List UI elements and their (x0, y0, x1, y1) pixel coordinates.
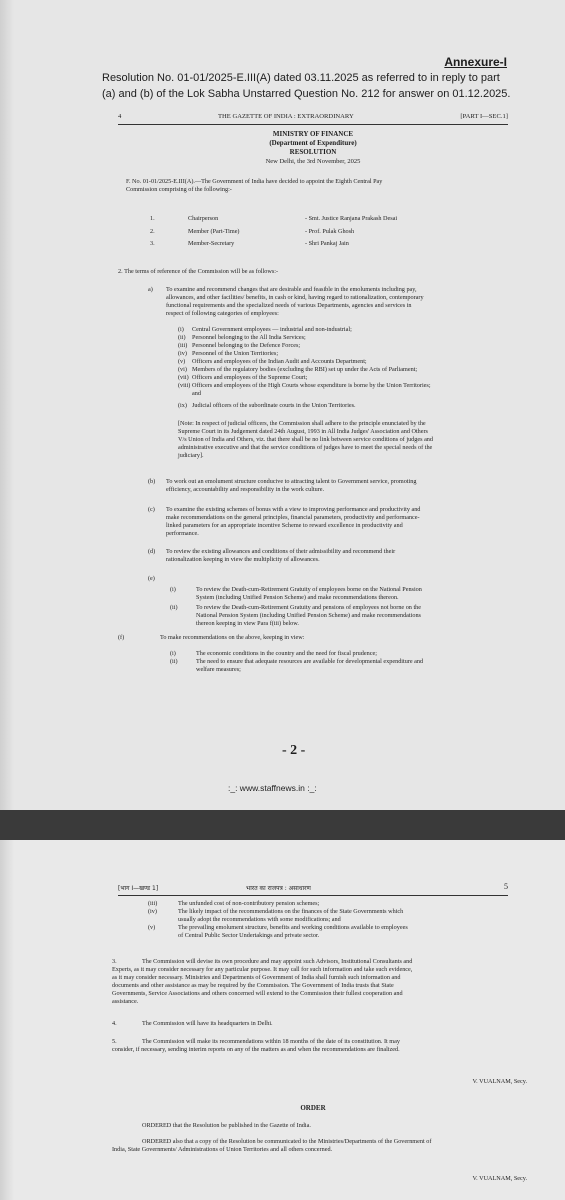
text-line: functional requirements and the specialized needs of various Departments, agencies and services in (166, 302, 412, 309)
categories-list (178, 326, 518, 410)
text-line: respect of following categories of employees: (166, 310, 279, 317)
text-line: Experts, as it may consider necessary for any particular purpose. It may call for such information and take such evidence, (112, 966, 413, 973)
item-label: (b) (148, 478, 156, 485)
text-line: Supreme Court in its Judgement dated 24th August, 1993 in All India Judges' Association and Others (178, 428, 428, 435)
list-text (196, 586, 422, 602)
item-label: (f) (118, 634, 125, 641)
list-number: (viii) (178, 382, 191, 389)
list-number: (ix) (178, 402, 187, 409)
list-item (178, 374, 518, 382)
gazette-part: [PART I—SEC.1] (460, 113, 508, 120)
list-item (178, 358, 518, 366)
text-line: The likely impact of the recommendations on the finances of the State Governments which (178, 908, 404, 915)
list-item (148, 924, 518, 940)
terms-intro: 2. The terms of reference of the Commission will be as follows:- (118, 268, 279, 275)
text-line: as it may consider necessary. Ministries and Departments of Government of India shall furnish such information and (112, 974, 401, 981)
text-line: documents and other assistance as may be required by the Commission. The Government of India trusts that State (112, 982, 394, 989)
list-text (196, 604, 421, 628)
item-b-text (166, 478, 516, 494)
text-line: make recommendations on the general principles, financial parameters, productivity and performance- (166, 514, 420, 521)
document-page-2 (0, 840, 565, 1200)
member-number: 1. (150, 215, 155, 222)
list-number: (iv) (178, 350, 187, 357)
list-number: (i) (178, 326, 184, 333)
item-e-list (170, 586, 516, 628)
list-item (178, 382, 518, 390)
list-text: Members of the regulatory bodies (excluding the RBI) set up under the Acts of Parliament; (192, 366, 418, 373)
list-number: (ii) (178, 334, 186, 341)
item-label: (c) (148, 506, 155, 513)
text-line: V/s Union of India and Others, viz. that there shall be no link between service conditions of judges and (178, 436, 433, 443)
text-line: To review the Death-cum-Retirement Gratuity of employees borne on the National Pension (196, 586, 422, 593)
list-text: and (192, 390, 201, 397)
intro-paragraph (126, 178, 516, 194)
list-item (148, 900, 518, 908)
list-text: The unfunded cost of non-contributory pension schemes; (178, 900, 320, 907)
paragraph-5 (112, 1038, 526, 1054)
list-number: (i) (170, 650, 176, 657)
judicial-note (178, 420, 514, 460)
list-item (170, 650, 516, 658)
gazette-page-number: 4 (118, 113, 122, 120)
text-line: To examine and recommend changes that are desirable and feasible in the emoluments including pay, (166, 286, 417, 293)
text-line: [Note: In respect of judicial officers, the Commission shall adhere to the principle enunciated by the (178, 420, 426, 427)
text-line: thereon keeping in view Para f(iii) below. (196, 620, 299, 627)
text-line: of Central Public Sector Undertakings and private sector. (178, 932, 320, 939)
list-number: (iv) (148, 908, 157, 915)
text-line: The prevailing emolument structure, benefits and working conditions available to employees (178, 924, 408, 931)
order-1: ORDERED that the Resolution be published in the Gazette of India. (142, 1122, 311, 1129)
list-text (196, 658, 423, 674)
paragraph-number: 5. (112, 1038, 117, 1045)
paragraph-4: The Commission will have its headquarters in Delhi. (142, 1020, 273, 1027)
text-line: judiciary]. (178, 452, 204, 459)
text-line: To examine the existing schemes of bonus with a view to improving performance and productivity and (166, 506, 421, 513)
annexure-label: Annexure-I (444, 55, 507, 69)
list-number: (ii) (170, 658, 178, 665)
list-number: (v) (178, 358, 186, 365)
text-line: performance. (166, 530, 199, 537)
text-line: The need to ensure that adequate resources are available for developmental expenditure and (196, 658, 424, 665)
paragraph-number: 3. (112, 958, 117, 965)
intro-line: Commission comprising of the following:- (126, 186, 232, 193)
member-role: Member (Part-Time) (188, 228, 240, 235)
signatory: V. VUALNAM, Secy. (472, 1175, 527, 1182)
signatory: V. VUALNAM, Secy. (472, 1078, 527, 1085)
list-item (178, 342, 518, 350)
text-line: consider, if necessary, sending interim reports on any of the matters as and when the recommendations are finalized. (112, 1046, 400, 1053)
gazette-header-hindi (118, 884, 508, 896)
list-number: (iii) (148, 900, 158, 907)
text-line: National Pension System (including Unified Pension Scheme) and make recommendations (196, 612, 421, 619)
resolution-reference (102, 70, 512, 102)
item-label: a) (148, 286, 153, 293)
member-name: - Prof. Pulak Ghosh (305, 228, 355, 235)
item-f-list (170, 650, 516, 674)
paragraph-3-continued (112, 966, 526, 1006)
place-date: New Delhi, the 3rd November, 2025 (265, 158, 361, 165)
list-text: Officers and employees of the Supreme Court; (192, 374, 308, 381)
list-number: (iii) (178, 342, 188, 349)
list-number: (vi) (178, 366, 187, 373)
list-item (170, 658, 516, 674)
item-label: (d) (148, 548, 156, 555)
list-item (178, 350, 518, 358)
paragraph-3 (112, 958, 526, 966)
text-line: System (including Unified Pension Scheme) and make recommendations thereon. (196, 594, 399, 601)
list-item (148, 908, 518, 924)
list-text: The economic conditions in the country and the need for fiscal prudence; (196, 650, 377, 657)
list-item (170, 586, 516, 602)
paragraph-number: 4. (112, 1020, 117, 1027)
item-d-text (166, 548, 516, 564)
text-line: To review the existing allowances and conditions of their admissibility and recommend their (166, 548, 396, 555)
text-line: rationalization keeping in view the multiplicity of allowances. (166, 556, 320, 563)
item-a-text (166, 286, 516, 318)
order-2 (112, 1138, 526, 1154)
list-item (178, 402, 518, 410)
item-f-continued (148, 900, 518, 940)
member-number: 2. (150, 228, 155, 235)
list-item (178, 326, 518, 334)
order-heading: ORDER (300, 1104, 326, 1112)
list-number: (i) (170, 586, 176, 593)
department-heading: (Department of Expenditure) (269, 139, 357, 147)
text-line: The Commission will make its recommendations within 18 months of the date of its constitution. It may (142, 1038, 400, 1045)
text-line: linked parameters for an appropriate incentive Scheme to reward excellence in productivity and (166, 522, 403, 529)
text-line: India, State Governments/ Administrations of Union Territories and all others concerned. (112, 1146, 333, 1153)
website-watermark: :_: www.staffnews.in :_: (228, 783, 317, 793)
list-item (178, 390, 518, 398)
list-text: Personnel belonging to the Defence Forces; (192, 342, 301, 349)
gazette-title: THE GAZETTE OF INDIA : EXTRAORDINARY (218, 113, 354, 120)
intro-line: F. No. 01-01/2025-E.III(A).—The Government of India have decided to appoint the Eighth Central Pay (126, 178, 383, 185)
member-name: - Smt. Justice Ranjana Prakash Desai (305, 215, 398, 222)
list-text: Officers and employees of the High Courts whose expenditure is borne by the Union Territories; (192, 382, 431, 389)
text-line: Governments, Service Associations and others concerned will extend to the Commission their fullest cooperation and (112, 990, 403, 997)
text-line: administrative executive and that the service conditions of judges have to meet the special needs of the (178, 444, 433, 451)
text-line: ORDERED also that a copy of the Resolution be communicated to the Ministries/Departments of the Government of (142, 1138, 432, 1145)
resolution-heading: RESOLUTION (289, 148, 337, 156)
item-c-text (166, 506, 516, 538)
list-text (178, 924, 408, 940)
page-edge-shadow (0, 0, 14, 810)
gazette-header (118, 113, 508, 125)
text-line: efficiency, accountability and responsibility in the work culture. (166, 486, 325, 493)
list-item (170, 604, 516, 628)
list-text: Officers and employees of the Indian Audit and Accounts Department; (192, 358, 367, 365)
member-role: Member-Secretary (188, 240, 235, 247)
list-text: Central Government employees — industrial and non-industrial; (192, 326, 352, 333)
member-name: - Shri Pankaj Jain (305, 240, 349, 247)
text-line: To work out an emolument structure conducive to attracting talent to Government service, promoting (166, 478, 417, 485)
text-line: welfare measures; (196, 666, 241, 673)
list-item (178, 366, 518, 374)
list-number (178, 390, 192, 398)
text-line: assistance. (112, 998, 139, 1005)
text-line: allowances, and other facilities/ benefits, in cash or kind, having regard to rationalization, contemporary (166, 294, 424, 301)
member-role: Chairperson (188, 215, 219, 222)
list-text (178, 908, 403, 924)
text-line: To review the Death-cum-Retirement Gratuity and pensions of employees not borne on the (196, 604, 421, 611)
list-text: Personnel belonging to the All India Services; (192, 334, 306, 341)
gazette-page-number: 5 (504, 882, 508, 891)
list-number: (vii) (178, 374, 189, 381)
member-number: 3. (150, 240, 155, 247)
text-line: The Commission will devise its own procedure and may appoint such Advisors, Institutional Consultants and (142, 958, 413, 965)
list-number: (v) (148, 924, 156, 931)
page-number-stamp: - 2 - (282, 743, 306, 758)
list-text: Personnel of the Union Territories; (192, 350, 279, 357)
gazette-title-hindi: भारत का राजपत्र : असाधारण (246, 885, 311, 892)
list-text: Judicial officers of the subordinate courts in the Union Territories. (192, 402, 356, 409)
resolution-reference-line: (a) and (b) of the Lok Sabha Unstarred Question No. 212 for answer on 01.12.2025. (102, 88, 511, 100)
item-label: (e) (148, 575, 155, 582)
resolution-reference-line: Resolution No. 01-01/2025-E.III(A) dated 03.11.2025 as referred to in reply to part (102, 72, 500, 84)
gazette-part-hindi: [भाग I—खण्ड 1] (118, 885, 159, 892)
list-number: (ii) (170, 604, 178, 611)
page-edge-shadow (0, 840, 14, 1200)
text-line: usually adopt the recommendations with some modifications; and (178, 916, 341, 923)
item-f-intro: To make recommendations on the above, keeping in view: (160, 634, 305, 641)
list-item (178, 334, 518, 342)
ministry-heading: MINISTRY OF FINANCE (272, 130, 354, 138)
